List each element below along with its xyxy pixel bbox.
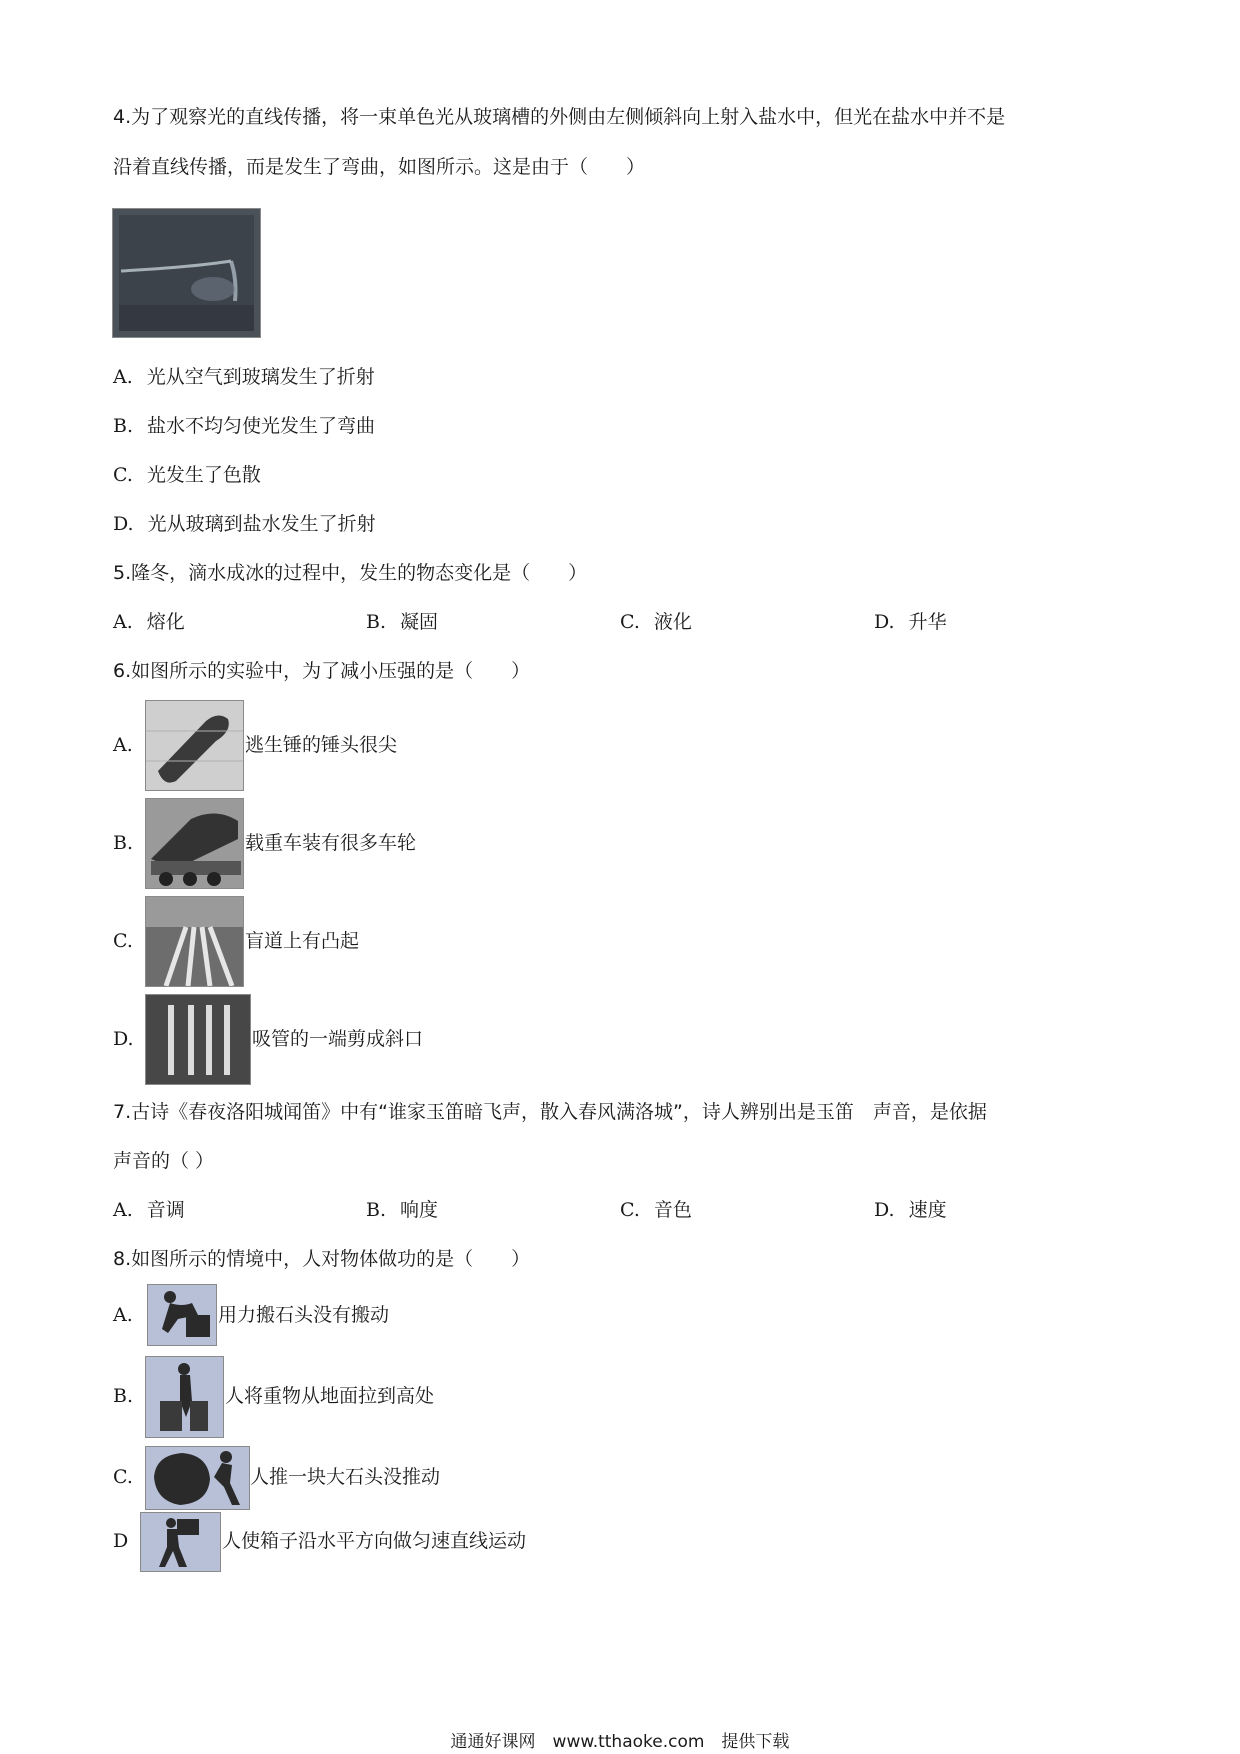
q8-option-c-text: 人推一块大石头没推动 <box>250 1466 441 1488</box>
q6-option-b-text: 载重车装有很多车轮 <box>245 832 417 854</box>
q7-option-d[interactable] <box>874 1197 947 1223</box>
q5-option-c[interactable] <box>620 609 692 635</box>
option-letter: C. <box>113 464 133 486</box>
q6-figure-straws <box>145 994 251 1085</box>
q8-figure-lifting-stone <box>147 1284 217 1346</box>
q8-stem: 8.如图所示的情境中，人对物体做功的是（ ） <box>113 1248 531 1270</box>
option-letter: D. <box>874 611 895 633</box>
option-letter: A. <box>113 1304 133 1326</box>
q4-option-d[interactable] <box>113 511 376 537</box>
q4-option-a[interactable] <box>113 364 375 390</box>
q4-stem-line2: 沿着直线传播，而是发生了弯曲，如图所示。这是由于（ ） <box>113 156 646 178</box>
q8-option-c[interactable] <box>113 1464 147 1490</box>
option-text: 音色 <box>653 1199 692 1221</box>
q6-option-c[interactable] <box>113 928 147 954</box>
option-letter: C. <box>113 1466 133 1488</box>
q8-figure-carrying-box <box>140 1512 221 1572</box>
option-letter: C. <box>620 1199 640 1221</box>
option-text: 光从空气到玻璃发生了折射 <box>146 366 375 388</box>
option-text: 音调 <box>146 1199 185 1221</box>
option-text: 升华 <box>908 611 947 633</box>
q8-option-d[interactable] <box>113 1528 142 1554</box>
option-letter: D. <box>113 1028 134 1050</box>
q6-figure-heavy-truck <box>145 798 244 889</box>
q6-option-d[interactable] <box>113 1026 148 1052</box>
option-text: 光从玻璃到盐水发生了折射 <box>147 513 376 535</box>
option-letter: C. <box>620 611 640 633</box>
q7-option-a[interactable] <box>113 1197 185 1223</box>
option-text: 凝固 <box>400 611 439 633</box>
option-text: 光发生了色散 <box>146 464 261 486</box>
q6-option-b[interactable] <box>113 830 147 856</box>
option-letter: D <box>113 1530 129 1552</box>
option-letter: D. <box>113 513 134 535</box>
q5-option-d[interactable] <box>874 609 947 635</box>
q7-stem-line2: 声音的（ ） <box>113 1150 215 1172</box>
q8-option-b-text: 人将重物从地面拉到高处 <box>225 1385 435 1407</box>
q5-option-b[interactable] <box>366 609 438 635</box>
option-text: 盐水不均匀使光发生了弯曲 <box>147 415 376 437</box>
q6-option-c-text: 盲道上有凸起 <box>245 930 360 952</box>
option-letter: B. <box>366 611 387 633</box>
q4-option-b[interactable] <box>113 413 375 439</box>
q6-stem: 6.如图所示的实验中，为了减小压强的是（ ） <box>113 660 531 682</box>
q4-figure-light-in-salt-water <box>112 208 261 338</box>
option-text: 响度 <box>400 1199 439 1221</box>
q8-figure-pushing-boulder <box>145 1446 250 1510</box>
q8-option-a[interactable] <box>113 1302 147 1328</box>
q5-stem: 5.隆冬，滴水成冰的过程中，发生的物态变化是（ ） <box>113 562 588 584</box>
q6-option-d-text: 吸管的一端剪成斜口 <box>252 1028 424 1050</box>
option-text: 速度 <box>908 1199 947 1221</box>
q8-option-d-text: 人使箱子沿水平方向做匀速直线运动 <box>222 1530 527 1552</box>
option-text: 熔化 <box>146 611 185 633</box>
option-letter: B. <box>113 1385 134 1407</box>
q4-stem-line1: 4.为了观察光的直线传播，将一束单色光从玻璃槽的外侧由左侧倾斜向上射入盐水中，但光在盐水中并不是 <box>113 106 1006 128</box>
option-letter: A. <box>113 611 133 633</box>
q6-figure-tactile-paving <box>145 896 244 987</box>
option-text: 液化 <box>653 611 692 633</box>
option-letter: D. <box>874 1199 895 1221</box>
q8-figure-pulling-weight <box>145 1356 224 1438</box>
q8-option-b[interactable] <box>113 1383 147 1409</box>
q6-figure-escape-hammer <box>145 700 244 791</box>
option-letter: A. <box>113 734 133 756</box>
option-letter: B. <box>113 832 134 854</box>
q7-option-c[interactable] <box>620 1197 692 1223</box>
q7-stem-line1: 7.古诗《春夜洛阳城闻笛》中有“谁家玉笛暗飞声，散入春风满洛城”，诗人辨别出是玉笛 声音，是依据 <box>113 1101 987 1123</box>
q6-option-a-text: 逃生锤的锤头很尖 <box>245 734 398 756</box>
footer-source: 通通好课网 www.tthaoke.com 提供下载 <box>450 1732 790 1752</box>
q5-option-a[interactable] <box>113 609 185 635</box>
option-letter: B. <box>113 415 134 437</box>
q8-option-a-text: 用力搬石头没有搬动 <box>218 1304 390 1326</box>
option-letter: B. <box>366 1199 387 1221</box>
option-letter: C. <box>113 930 133 952</box>
q6-option-a[interactable] <box>113 732 147 758</box>
q4-option-c[interactable] <box>113 462 261 488</box>
q7-option-b[interactable] <box>366 1197 438 1223</box>
option-letter: A. <box>113 1199 133 1221</box>
option-letter: A. <box>113 366 133 388</box>
